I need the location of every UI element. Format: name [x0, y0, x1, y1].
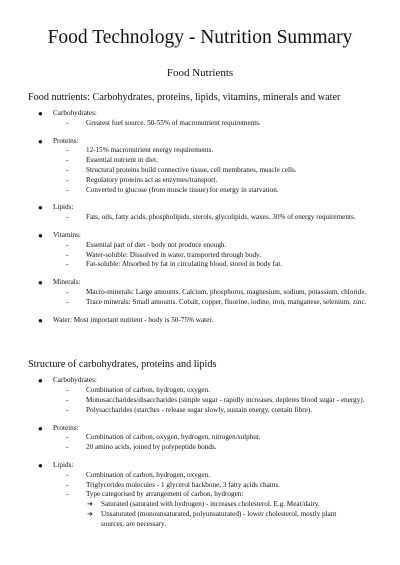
sub-item-text: Combination of carbon, hydrogen, oxygen. [86, 470, 210, 479]
sub-item [53, 213, 372, 223]
sub-item [53, 386, 372, 396]
item-label: Water: Most important nutrient - body is 50-75% water. [53, 315, 214, 324]
sub-item-text: Type categorised by arrangement of carbon, hydrogen: [86, 490, 244, 499]
list-item-carbohydrates [28, 376, 372, 415]
arrow-item [53, 510, 372, 530]
sub-item-text: Regulatory proteins act as enzymes/transport. [86, 175, 218, 184]
list-item-carbohydrates [28, 109, 372, 129]
sub-item-text: Polysaccharides (starches - release sugar slowly, sustain energy, contain fibre). [86, 405, 313, 414]
bullet-icon: ● [38, 203, 43, 213]
sub-item-text: Essential part of diet - body not produce enough. [86, 240, 227, 249]
sub-list [53, 241, 372, 270]
sub-item [53, 176, 372, 186]
bullet-icon: ● [38, 109, 43, 118]
sub-item [53, 186, 372, 196]
arrow-item [53, 500, 372, 510]
structure-list [28, 376, 372, 529]
dash-icon: - [66, 156, 69, 165]
item-label: Minerals: [53, 278, 81, 287]
sub-item-text: Water-soluble: Dissolved in water, transported through body. [86, 250, 261, 259]
list-item-water [28, 316, 372, 326]
item-label: Carbohydrates: [53, 109, 97, 117]
sub-list [53, 288, 372, 308]
nutrients-list [28, 109, 372, 325]
arrow-item-text: Saturated (saturated with hydrogen) - increases cholesterol. E.g. Meat/dairy. [101, 500, 320, 509]
dash-icon: - [66, 443, 69, 452]
sub-item [53, 241, 372, 251]
list-item-lipids [28, 461, 372, 530]
dash-icon: - [66, 405, 69, 414]
sub-item [53, 146, 372, 156]
item-label: Carbohydrates: [53, 376, 97, 385]
section-heading-nutrients: Food nutrients: Carbohydrates, proteins, lipids, vitamins, minerals and water [28, 92, 341, 103]
sub-item-text: Triglycerides molecules - 1 glycerol backbone, 3 fatty acids chains. [86, 480, 280, 489]
dash-icon: - [66, 260, 69, 269]
sub-item-text: Trace minerals: Small amounts. Cobalt, copper, fluorine, iodine, iron, manganese, selenium, zinc. [86, 297, 367, 306]
dash-icon: - [66, 490, 69, 499]
item-label: Proteins: [53, 136, 79, 145]
dash-icon: - [66, 250, 69, 259]
sub-item-text: Macro-minerals: Large amounts. Calcium, phosphorus, magnesium, sodium, potassium, chloride. [86, 287, 367, 296]
dash-icon: - [66, 395, 69, 404]
sub-item-text: Combination of carbon, hydrogen, oxygen. [86, 386, 210, 395]
dash-icon: - [66, 146, 69, 155]
bullet-icon: ● [38, 315, 43, 325]
sub-item [53, 396, 372, 406]
bullet-icon: ● [38, 423, 43, 433]
sub-item-text: Fat-soluble: Absorbed by fat in circulating blood, stored in body fat. [86, 260, 283, 269]
dash-icon: - [66, 470, 69, 479]
dash-icon: - [66, 213, 69, 222]
sub-item-text: Structural proteins build connective tissue, cell membranes, muscle cells. [86, 165, 297, 174]
bullet-icon: ● [38, 278, 43, 288]
sub-item [53, 288, 372, 298]
sub-item-text: Fats, oils, fatty acids, phospholipids, sterols, glycolipids, waxes. 30% of energy requirements. [86, 213, 356, 222]
sub-item-text: Essential nutrient in diet. [86, 156, 158, 165]
arrow-right-icon: ➔ [87, 509, 93, 518]
document-title: Food Technology - Nutrition Summary [47, 27, 353, 48]
sub-item [53, 298, 372, 308]
sub-list [53, 146, 372, 195]
list-item-vitamins [28, 231, 372, 270]
sub-item-text: 12-15% macronutrient energy requirements. [86, 146, 214, 155]
sub-item [53, 443, 372, 453]
bullet-icon: ● [38, 136, 43, 146]
dash-icon: - [66, 480, 69, 489]
item-label: Vitamins: [53, 230, 81, 239]
dash-icon: - [66, 433, 69, 442]
list-item-lipids [28, 203, 372, 223]
sub-item [53, 251, 372, 261]
sub-item [53, 490, 372, 500]
sub-item [53, 471, 372, 481]
dash-icon: - [66, 175, 69, 184]
sub-list [53, 386, 372, 415]
dash-icon: - [66, 118, 69, 127]
dash-icon: - [66, 185, 69, 194]
dash-icon: - [66, 386, 69, 395]
sub-item-text: Greatest fuel source. 50-55% of macronutrient requirements. [86, 118, 261, 127]
bullet-icon: ● [38, 230, 43, 240]
sub-list [53, 119, 372, 129]
sub-item-text: Converted to glucose (from muscle tissue) for energy in starvation. [86, 185, 279, 194]
arrow-item-text: Unsaturated (monounsaturated, polyunsaturated) - lower cholesterol, mostly plant sources, are necessary. [101, 509, 337, 528]
dash-icon: - [66, 240, 69, 249]
sub-list [53, 433, 372, 453]
list-item-minerals [28, 278, 372, 307]
sub-item [53, 433, 372, 443]
document-subtitle: Food Nutrients [166, 67, 234, 79]
sub-item [53, 260, 372, 270]
sub-list [53, 213, 372, 223]
arrow-list [53, 500, 372, 529]
sub-list [53, 471, 372, 500]
sub-item [53, 156, 372, 166]
sub-item-text: 20 amino acids, joined by polypeptide bonds. [86, 443, 217, 452]
item-label: Lipids: [53, 460, 74, 469]
item-label: Lipids: [53, 203, 74, 212]
dash-icon: - [66, 297, 69, 306]
item-label: Proteins: [53, 423, 79, 432]
sub-item [53, 119, 372, 129]
sub-item-text: Monosaccharides/disaccharides (simple sugar - rapidly increases, depletes blood sugar - energy). [86, 395, 365, 404]
dash-icon: - [66, 287, 69, 296]
arrow-right-icon: ➔ [87, 500, 93, 509]
list-item-proteins [28, 424, 372, 453]
bullet-icon: ● [38, 460, 43, 470]
sub-item [53, 481, 372, 491]
sub-item-text: Combination of carbon, oxygen, hydrogen, nitrogen/sulphur. [86, 433, 261, 442]
section-heading-structure: Structure of carbohydrates, proteins and lipids [28, 359, 217, 371]
list-item-proteins [28, 137, 372, 196]
bullet-icon: ● [38, 376, 43, 386]
dash-icon: - [66, 165, 69, 174]
sub-item [53, 406, 372, 416]
sub-item [53, 166, 372, 176]
